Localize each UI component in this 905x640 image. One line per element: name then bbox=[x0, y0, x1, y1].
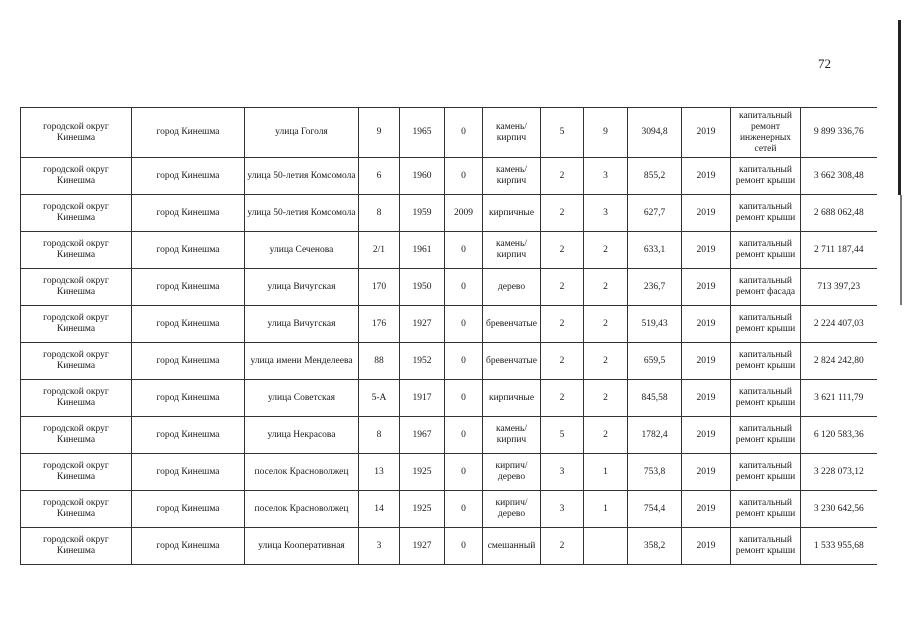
cell-work-type: капитальный ремонт крыши bbox=[731, 158, 801, 195]
cell-street: поселок Красноволжец bbox=[245, 491, 359, 528]
cell-area: 659,5 bbox=[628, 343, 682, 380]
cell-entrances: 3 bbox=[584, 195, 628, 232]
cell-repair-year: 2019 bbox=[682, 158, 731, 195]
cell-wall-material: дерево bbox=[483, 269, 541, 306]
cell-municipality: городской округ Кинешма bbox=[21, 158, 132, 195]
cell-area: 855,2 bbox=[628, 158, 682, 195]
cell-settlement: город Кинешма bbox=[132, 417, 245, 454]
cell-house-number: 88 bbox=[359, 343, 400, 380]
cell-entrances: 3 bbox=[584, 158, 628, 195]
cell-house-number: 2/1 bbox=[359, 232, 400, 269]
cell-street: улица Вичугская bbox=[245, 269, 359, 306]
cell-year-built: 1925 bbox=[400, 454, 445, 491]
cell-work-type: капитальный ремонт крыши bbox=[731, 306, 801, 343]
cell-settlement: город Кинешма bbox=[132, 491, 245, 528]
cell-floors: 3 bbox=[541, 454, 584, 491]
cell-cost: 2 224 407,03 bbox=[801, 306, 877, 343]
cell-repair-year: 2019 bbox=[682, 306, 731, 343]
table-row bbox=[21, 306, 877, 343]
cell-work-type: капитальный ремонт крыши bbox=[731, 454, 801, 491]
cell-year-renovated: 0 bbox=[445, 491, 483, 528]
cell-street: улица Вичугская bbox=[245, 306, 359, 343]
cell-settlement: город Кинешма bbox=[132, 306, 245, 343]
table-row bbox=[21, 195, 877, 232]
cell-year-built: 1927 bbox=[400, 528, 445, 565]
cell-entrances: 9 bbox=[584, 108, 628, 158]
cell-settlement: город Кинешма bbox=[132, 343, 245, 380]
page-number: 72 bbox=[818, 56, 831, 71]
cell-municipality: городской округ Кинешма bbox=[21, 269, 132, 306]
cell-entrances: 2 bbox=[584, 269, 628, 306]
cell-repair-year: 2019 bbox=[682, 195, 731, 232]
cell-work-type: капитальный ремонт крыши bbox=[731, 491, 801, 528]
cell-entrances: 1 bbox=[584, 491, 628, 528]
table-body bbox=[21, 108, 877, 565]
cell-wall-material: кирпич/дерево bbox=[483, 491, 541, 528]
cell-area: 3094,8 bbox=[628, 108, 682, 158]
cell-floors: 2 bbox=[541, 269, 584, 306]
cell-settlement: город Кинешма bbox=[132, 195, 245, 232]
cell-repair-year: 2019 bbox=[682, 269, 731, 306]
cell-house-number: 9 bbox=[359, 108, 400, 158]
cell-floors: 2 bbox=[541, 195, 584, 232]
cell-floors: 2 bbox=[541, 380, 584, 417]
cell-entrances: 2 bbox=[584, 306, 628, 343]
cell-wall-material: кирпичные bbox=[483, 380, 541, 417]
cell-wall-material: кирпич/дерево bbox=[483, 454, 541, 491]
cell-municipality: городской округ Кинешма bbox=[21, 417, 132, 454]
cell-year-renovated: 0 bbox=[445, 417, 483, 454]
cell-year-renovated: 0 bbox=[445, 108, 483, 158]
cell-floors: 5 bbox=[541, 417, 584, 454]
cell-house-number: 13 bbox=[359, 454, 400, 491]
table-row bbox=[21, 108, 877, 158]
cell-wall-material: камень/кирпич bbox=[483, 108, 541, 158]
cell-municipality: городской округ Кинешма bbox=[21, 306, 132, 343]
table-row bbox=[21, 343, 877, 380]
cell-settlement: город Кинешма bbox=[132, 158, 245, 195]
cell-area: 358,2 bbox=[628, 528, 682, 565]
table-row bbox=[21, 158, 877, 195]
cell-cost: 2 711 187,44 bbox=[801, 232, 877, 269]
cell-house-number: 8 bbox=[359, 417, 400, 454]
cell-year-built: 1950 bbox=[400, 269, 445, 306]
page-edge-mark bbox=[898, 20, 901, 195]
table-row bbox=[21, 417, 877, 454]
table-row bbox=[21, 454, 877, 491]
cell-cost: 1 533 955,68 bbox=[801, 528, 877, 565]
cell-entrances: 2 bbox=[584, 417, 628, 454]
cell-house-number: 5-А bbox=[359, 380, 400, 417]
cell-entrances bbox=[584, 528, 628, 565]
table-row bbox=[21, 269, 877, 306]
cell-cost: 2 824 242,80 bbox=[801, 343, 877, 380]
table-row bbox=[21, 232, 877, 269]
cell-street: улица Гоголя bbox=[245, 108, 359, 158]
cell-year-renovated: 0 bbox=[445, 306, 483, 343]
cell-wall-material: камень/кирпич bbox=[483, 232, 541, 269]
cell-municipality: городской округ Кинешма bbox=[21, 454, 132, 491]
cell-cost: 3 662 308,48 bbox=[801, 158, 877, 195]
cell-wall-material: бревенчатые bbox=[483, 343, 541, 380]
cell-year-renovated: 0 bbox=[445, 380, 483, 417]
cell-wall-material: бревенчатые bbox=[483, 306, 541, 343]
cell-area: 236,7 bbox=[628, 269, 682, 306]
cell-area: 633,1 bbox=[628, 232, 682, 269]
cell-cost: 3 230 642,56 bbox=[801, 491, 877, 528]
cell-year-built: 1960 bbox=[400, 158, 445, 195]
cell-municipality: городской округ Кинешма bbox=[21, 108, 132, 158]
cell-settlement: город Кинешма bbox=[132, 454, 245, 491]
cell-area: 754,4 bbox=[628, 491, 682, 528]
cell-entrances: 2 bbox=[584, 232, 628, 269]
cell-floors: 5 bbox=[541, 108, 584, 158]
cell-house-number: 6 bbox=[359, 158, 400, 195]
cell-year-renovated: 2009 bbox=[445, 195, 483, 232]
cell-year-built: 1925 bbox=[400, 491, 445, 528]
cell-floors: 2 bbox=[541, 528, 584, 565]
cell-entrances: 1 bbox=[584, 454, 628, 491]
table-row bbox=[21, 528, 877, 565]
cell-municipality: городской округ Кинешма bbox=[21, 528, 132, 565]
cell-area: 1782,4 bbox=[628, 417, 682, 454]
cell-floors: 2 bbox=[541, 306, 584, 343]
cell-wall-material: камень/кирпич bbox=[483, 158, 541, 195]
cell-municipality: городской округ Кинешма bbox=[21, 491, 132, 528]
cell-wall-material: камень/кирпич bbox=[483, 417, 541, 454]
cell-floors: 2 bbox=[541, 232, 584, 269]
cell-work-type: капитальный ремонт крыши bbox=[731, 195, 801, 232]
cell-work-type: капитальный ремонт крыши bbox=[731, 343, 801, 380]
cell-street: улица имени Менделеева bbox=[245, 343, 359, 380]
cell-settlement: город Кинешма bbox=[132, 528, 245, 565]
cell-year-built: 1927 bbox=[400, 306, 445, 343]
cell-cost: 2 688 062,48 bbox=[801, 195, 877, 232]
cell-year-built: 1965 bbox=[400, 108, 445, 158]
cell-street: улица Советская bbox=[245, 380, 359, 417]
cell-wall-material: смешанный bbox=[483, 528, 541, 565]
cell-area: 519,43 bbox=[628, 306, 682, 343]
cell-repair-year: 2019 bbox=[682, 343, 731, 380]
cell-year-renovated: 0 bbox=[445, 343, 483, 380]
cell-cost: 3 228 073,12 bbox=[801, 454, 877, 491]
table-row bbox=[21, 380, 877, 417]
cell-floors: 2 bbox=[541, 158, 584, 195]
cell-municipality: городской округ Кинешма bbox=[21, 343, 132, 380]
cell-entrances: 2 bbox=[584, 343, 628, 380]
cell-settlement: город Кинешма bbox=[132, 232, 245, 269]
cell-year-renovated: 0 bbox=[445, 158, 483, 195]
cell-repair-year: 2019 bbox=[682, 380, 731, 417]
cell-settlement: город Кинешма bbox=[132, 269, 245, 306]
cell-municipality: городской округ Кинешма bbox=[21, 232, 132, 269]
cell-area: 845,58 bbox=[628, 380, 682, 417]
cell-year-renovated: 0 bbox=[445, 269, 483, 306]
cell-house-number: 8 bbox=[359, 195, 400, 232]
cell-work-type: капитальный ремонт крыши bbox=[731, 528, 801, 565]
cell-settlement: город Кинешма bbox=[132, 108, 245, 158]
cell-year-renovated: 0 bbox=[445, 454, 483, 491]
cell-house-number: 3 bbox=[359, 528, 400, 565]
cell-street: поселок Красноволжец bbox=[245, 454, 359, 491]
cell-year-built: 1917 bbox=[400, 380, 445, 417]
cell-work-type: капитальный ремонт крыши bbox=[731, 380, 801, 417]
cell-entrances: 2 bbox=[584, 380, 628, 417]
cell-area: 627,7 bbox=[628, 195, 682, 232]
cell-work-type: капитальный ремонт инженерных сетей bbox=[731, 108, 801, 158]
cell-settlement: город Кинешма bbox=[132, 380, 245, 417]
cell-repair-year: 2019 bbox=[682, 454, 731, 491]
cell-year-built: 1967 bbox=[400, 417, 445, 454]
cell-work-type: капитальный ремонт крыши bbox=[731, 232, 801, 269]
cell-house-number: 176 bbox=[359, 306, 400, 343]
cell-cost: 6 120 583,36 bbox=[801, 417, 877, 454]
housing-repair-table bbox=[20, 107, 877, 565]
cell-year-built: 1959 bbox=[400, 195, 445, 232]
cell-street: улица Кооперативная bbox=[245, 528, 359, 565]
cell-area: 753,8 bbox=[628, 454, 682, 491]
cell-street: улица 50-летия Комсомола bbox=[245, 158, 359, 195]
cell-work-type: капитальный ремонт крыши bbox=[731, 417, 801, 454]
cell-house-number: 14 bbox=[359, 491, 400, 528]
cell-year-renovated: 0 bbox=[445, 232, 483, 269]
cell-repair-year: 2019 bbox=[682, 108, 731, 158]
cell-municipality: городской округ Кинешма bbox=[21, 195, 132, 232]
cell-repair-year: 2019 bbox=[682, 528, 731, 565]
cell-cost: 713 397,23 bbox=[801, 269, 877, 306]
cell-street: улица 50-летия Комсомола bbox=[245, 195, 359, 232]
cell-house-number: 170 bbox=[359, 269, 400, 306]
page-edge-mark-lower bbox=[900, 195, 902, 305]
table-row bbox=[21, 491, 877, 528]
cell-floors: 3 bbox=[541, 491, 584, 528]
cell-year-renovated: 0 bbox=[445, 528, 483, 565]
cell-year-built: 1952 bbox=[400, 343, 445, 380]
cell-cost: 3 621 111,79 bbox=[801, 380, 877, 417]
cell-street: улица Некрасова bbox=[245, 417, 359, 454]
cell-municipality: городской округ Кинешма bbox=[21, 380, 132, 417]
cell-repair-year: 2019 bbox=[682, 232, 731, 269]
cell-repair-year: 2019 bbox=[682, 417, 731, 454]
cell-floors: 2 bbox=[541, 343, 584, 380]
cell-street: улица Сеченова bbox=[245, 232, 359, 269]
cell-work-type: капитальный ремонт фасада bbox=[731, 269, 801, 306]
cell-repair-year: 2019 bbox=[682, 491, 731, 528]
cell-cost: 9 899 336,76 bbox=[801, 108, 877, 158]
cell-wall-material: кирпичные bbox=[483, 195, 541, 232]
cell-year-built: 1961 bbox=[400, 232, 445, 269]
